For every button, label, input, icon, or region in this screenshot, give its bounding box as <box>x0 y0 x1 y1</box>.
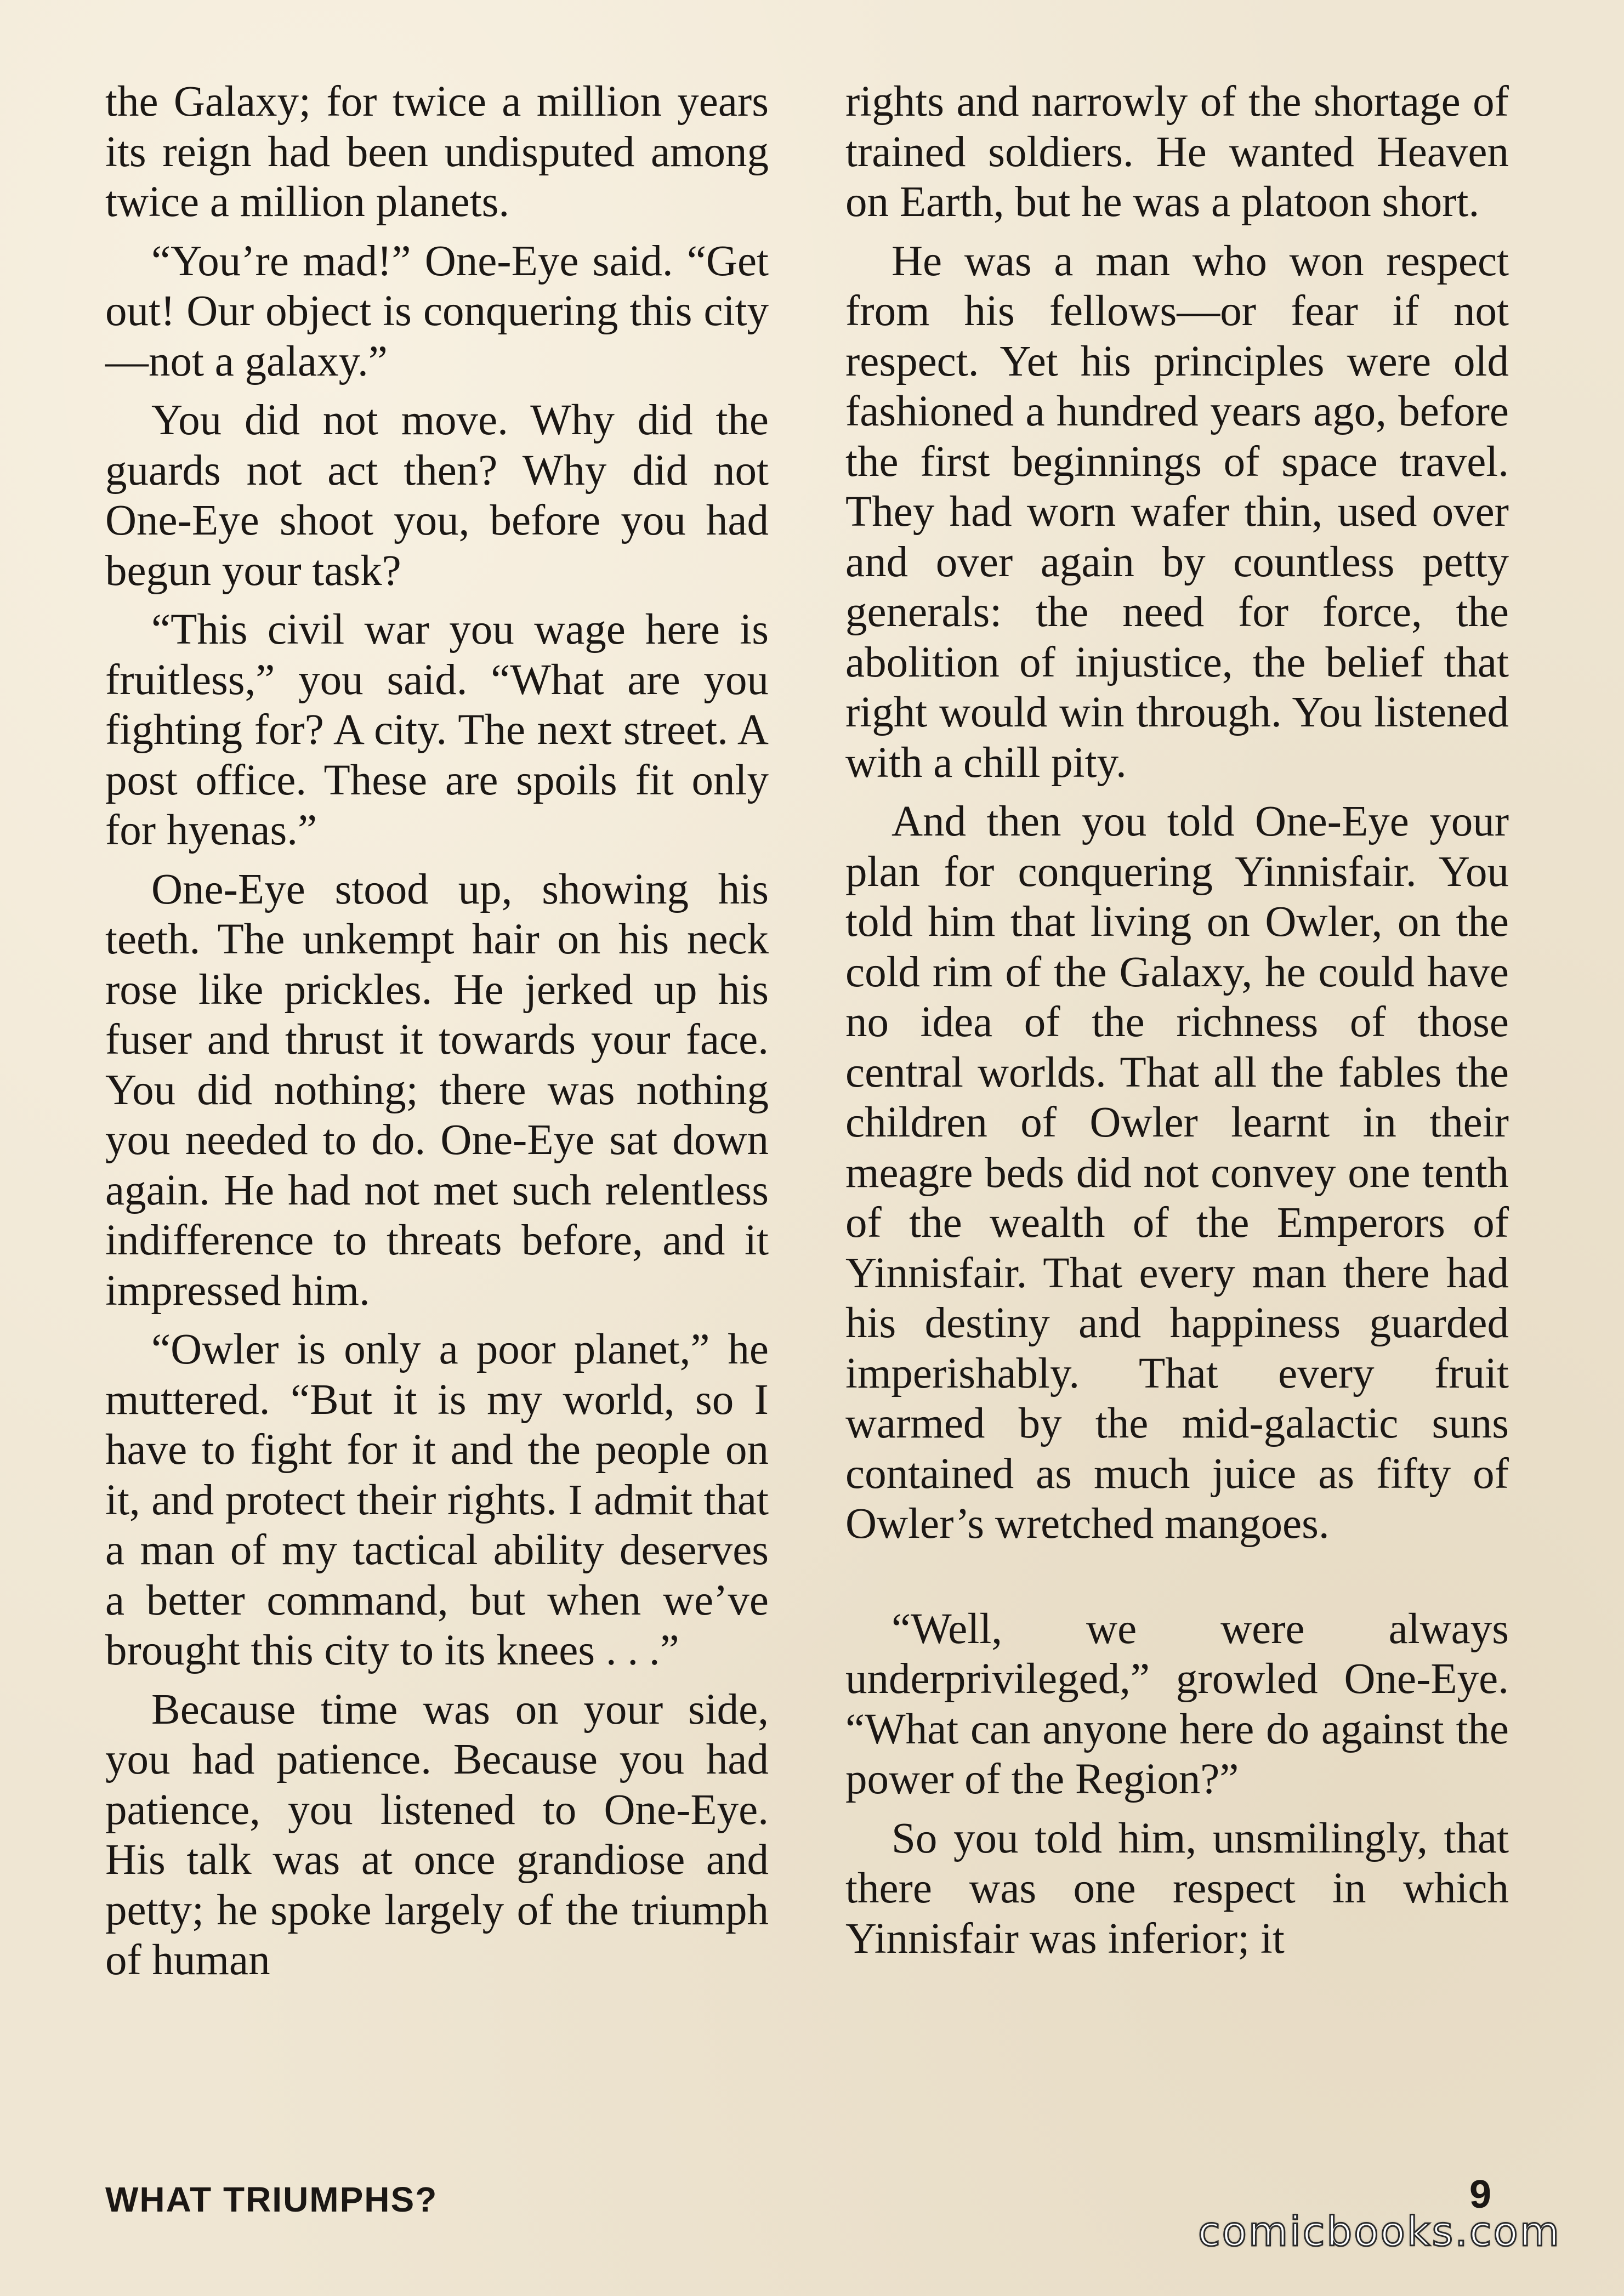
paragraph: rights and narrowly of the shortage of trained soldiers. He wanted Heaven on Earth, but he was a platoon short. <box>845 78 1509 226</box>
paragraph: Because time was on your side, you had patience. Because you had patience, you listened to One-Eye. His talk was at once grandiose and petty; he spoke largely of the triumph of human <box>105 1685 769 1984</box>
paragraph: “You’re mad!” One-Eye said. “Get out! Our object is conquering this city—not a galaxy.” <box>105 237 769 385</box>
paragraph: “Well, we were always underprivileged,” growled One-Eye. “What can anyone here do against the power of the Region?” <box>845 1605 1509 1803</box>
page-number: 9 <box>1469 2173 1492 2217</box>
paragraph: “This civil war you wage here is fruitless,” you said. “What are you fighting for? A city. The next street. A post office. These are spoils fit only for hyenas.” <box>105 606 769 854</box>
paragraph: the Galaxy; for twice a million years its reign had been undisputed among twice a million planets. <box>105 78 769 226</box>
paragraph: And then you told One-Eye your plan for conquering Yinnisfair. You told him that living on Owler, on the cold rim of the Galaxy, he could have no idea of the richness of those central worlds. That all the fables the children of Owler learnt in their meagre beds did not convey one tenth of the wealth of the Emperors of Yinnisfair. That every man there had his destiny and happiness guarded imperishably. That every fruit warmed by the mid-galactic suns contained as much juice as fifty of Owler’s wretched mangoes. <box>845 798 1509 1548</box>
site-watermark: comicbooks.com <box>1198 2208 1561 2255</box>
paragraph: One-Eye stood up, showing his teeth. The unkempt hair on his neck rose like prickles. He jerked up his fuser and thrust it towards your face. You did nothing; there was nothing you needed to do. One-Eye sat down again. He had not met such relentless indifference to threats before, and it impressed him. <box>105 865 769 1315</box>
paragraph: You did not move. Why did the guards not act then? Why did not One-Eye shoot you, before you had begun your task? <box>105 396 769 595</box>
running-footer-title: WHAT TRIUMPHS? <box>105 2180 438 2219</box>
paragraph: So you told him, unsmilingly, that there was one respect in which Yinnisfair was inferior; it <box>845 1814 1509 1963</box>
left-text-column <box>105 77 769 1994</box>
right-text-column <box>845 77 1509 1973</box>
paragraph: “Owler is only a poor planet,” he muttered. “But it is my world, so I have to fight for it and the people on it, and protect their rights. I admit that a man of my tactical ability deserves a better command, but when we’ve brought this city to its knees . . .” <box>105 1326 769 1674</box>
paragraph: He was a man who won respect from his fellows—or fear if not respect. Yet his principles were old fashioned a hundred years ago, before the first beginnings of space travel. They had worn wafer thin, used over and over again by countless petty generals: the need for force, the abolition of injustice, the belief that right would win through. You listened with a chill pity. <box>845 237 1509 787</box>
